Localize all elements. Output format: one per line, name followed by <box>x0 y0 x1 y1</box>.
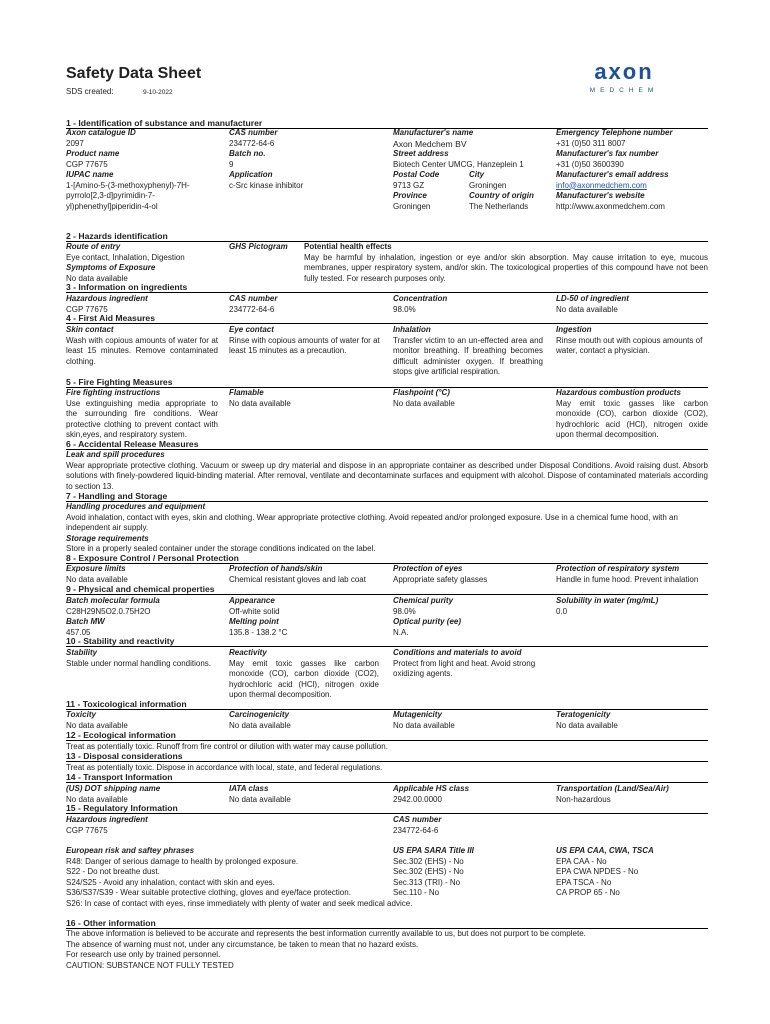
label: Hazardous ingredient <box>66 294 148 303</box>
value: Groningen <box>393 201 431 211</box>
section-2-heading: 2 - Hazards identification <box>66 231 708 242</box>
label: Skin contact <box>66 325 114 334</box>
s3-col-1 <box>66 294 148 315</box>
label: Manufacturer's website <box>556 191 645 200</box>
value: Handle in fume hood. Prevent inhalation <box>556 574 699 584</box>
website-link[interactable]: http://www.axonmedchem.com <box>556 201 665 211</box>
s9-col-2 <box>229 596 287 638</box>
label: (US) DOT shipping name <box>66 784 161 793</box>
s10-col-3 <box>393 648 545 680</box>
risk-phrase: S26: In case of contact with eyes, rinse immediately with plenty of water and seek medical advice. <box>66 898 413 908</box>
sds-created-date: 9-10-2022 <box>143 89 173 96</box>
label: Stability <box>66 648 98 657</box>
s5-col-4 <box>556 388 708 441</box>
section-5-heading: 5 - Fire Fighting Measures <box>66 377 708 388</box>
value: No data available <box>556 304 618 314</box>
label: Reactivity <box>229 648 267 657</box>
s8-col-2 <box>229 564 366 585</box>
section-3-heading: 3 - Information on ingredients <box>66 282 708 293</box>
s10-col-2 <box>229 648 379 701</box>
s11-col-2 <box>229 710 291 731</box>
value: 457.05 <box>66 627 91 637</box>
value: The Netherlands <box>469 201 529 211</box>
label: Postal Code <box>393 170 440 179</box>
label: Symptoms of Exposure <box>66 263 156 272</box>
label: Mutagenicity <box>393 710 442 719</box>
label: Transportation (Land/Sea/Air) <box>556 784 669 793</box>
value: CA PROP 65 - No <box>556 888 620 897</box>
label: Chemical purity <box>393 596 454 605</box>
value: No data available <box>556 720 618 730</box>
value: Protect from light and heat. Avoid strong oxidizing agents. <box>393 658 536 678</box>
s15-ingredient <box>66 815 148 836</box>
value: No data available <box>66 720 128 730</box>
label: CAS number <box>229 294 278 303</box>
value: Sec.313 (TRI) - No <box>393 877 461 887</box>
value: No data available <box>229 720 291 730</box>
label: Emergency Telephone number <box>556 128 673 137</box>
section-8-heading: 8 - Exposure Control / Personal Protection <box>66 553 708 564</box>
value: No data available <box>393 398 455 408</box>
value: Appropriate safety glasses <box>393 574 488 584</box>
label: CAS number <box>229 128 278 137</box>
label: US EPA CAA, CWA, TSCA <box>556 846 654 855</box>
value: Wash with copious amounts of water for at least 15 minutes. Remove contaminated clothing. <box>66 335 218 366</box>
value: May be harmful by inhalation, ingestion or eye and/or skin absorption. May cause irritation to eye, mucous membranes, upper respiratory system, and/or skin. The toxicological properties of this compound have not been fully tested. For research purposes only. <box>304 252 708 283</box>
label: Axon catalogue ID <box>66 128 136 137</box>
s1-col-2 <box>229 128 384 191</box>
s3-col-2 <box>229 294 277 315</box>
label: Batch molecular formula <box>66 596 160 605</box>
value: 234772-64-6 <box>229 138 275 148</box>
section-7-heading: 7 - Handling and Storage <box>66 491 708 502</box>
section-9-heading: 9 - Physical and chemical properties <box>66 584 708 595</box>
s4-col-4 <box>556 325 708 357</box>
value: May emit toxic gasses like carbon monoxide (CO), carbon dioxide (CO2), hydrochloric acid (HCl), nitrogen oxide upon thermal decomposition. <box>229 658 379 699</box>
label: Flamable <box>229 388 264 397</box>
label: Concentration <box>393 294 448 303</box>
label: European risk and saftey phrases <box>66 846 195 855</box>
info-line: For research use only by trained personnel. <box>66 950 221 959</box>
value: No data available <box>229 398 291 408</box>
value: C28H29N5O2.0.75H2O <box>66 606 151 616</box>
section-12-heading: 12 - Ecological information <box>66 730 708 741</box>
value: +31 (0)50 3600390 <box>556 159 624 169</box>
value: Store in a properly sealed container under the storage conditions indicated on the label. <box>66 544 376 553</box>
label: Storage requirements <box>66 533 149 543</box>
label: Application <box>229 170 273 179</box>
value: No data available <box>229 794 291 804</box>
s8-col-3 <box>393 564 487 585</box>
value: No data available <box>66 273 128 283</box>
value: Sec.110 - No <box>393 888 440 897</box>
s2-col-1 <box>66 242 226 284</box>
value: 2942.00.0000 <box>393 794 442 804</box>
s1-col-3 <box>393 128 548 212</box>
s4-col-1 <box>66 325 218 367</box>
s11-col-3 <box>393 710 455 731</box>
s14-col-1 <box>66 784 160 805</box>
value: Chemical resistant gloves and lab coat <box>229 574 366 584</box>
value: CGP 77675 <box>66 825 108 835</box>
label: Toxicity <box>66 710 96 719</box>
label: Hazardous ingredient <box>66 815 148 824</box>
s6-body <box>66 450 708 492</box>
value: 135.8 - 138.2 °C <box>229 627 288 637</box>
label: Protection of respiratory system <box>556 564 680 573</box>
label: Product name <box>66 149 120 158</box>
ghs-pictogram-label: GHS Pictogram <box>229 242 288 251</box>
s5-col-3 <box>393 388 455 409</box>
value: 234772-64-6 <box>393 825 439 835</box>
label: Leak and spill procedures <box>66 450 165 459</box>
s11-col-4 <box>556 710 618 731</box>
value: Axon Medchem BV <box>393 138 467 149</box>
s1-col-1 <box>66 128 221 212</box>
value: Sec.302 (EHS) - No <box>393 856 464 866</box>
label: US EPA SARA Title III <box>393 846 474 855</box>
value: Eye contact, Inhalation, Digestion <box>66 252 185 262</box>
value: EPA TSCA - No <box>556 877 612 887</box>
label: Optical purity (ee) <box>393 617 462 626</box>
label: Fire fighting instructions <box>66 388 161 397</box>
section-15-heading: 15 - Regulatory Information <box>66 803 708 814</box>
risk-phrase: S22 - Do not breathe dust. <box>66 867 160 876</box>
label: Hazardous combustion products <box>556 388 681 397</box>
value: CGP 77675 <box>66 159 108 169</box>
label: Protection of hands/skin <box>229 564 323 573</box>
s15-sara <box>393 846 474 899</box>
label: CAS number <box>393 815 442 824</box>
value: 9713 GZ <box>393 180 425 190</box>
value: c-Src kinase inhibitor <box>229 180 304 190</box>
s1-col-4 <box>556 128 711 212</box>
section-11-heading: 11 - Toxicological information <box>66 699 708 710</box>
label: Melting point <box>229 617 279 626</box>
label: Manufacturer's name <box>393 128 474 137</box>
value: 98.0% <box>393 606 416 616</box>
value: 234772-64-6 <box>229 304 275 314</box>
label: Teratogenicity <box>556 710 611 719</box>
label: LD-50 of ingredient <box>556 294 629 303</box>
label: Eye contact <box>229 325 274 334</box>
s12-text: Treat as potentially toxic. Runoff from fire control or dilution with water may cause pollution. <box>66 742 388 751</box>
value: Rinse with copious amounts of water for at least 15 minutes as a precaution. <box>229 335 380 355</box>
label: IUPAC name <box>66 170 114 179</box>
s9-col-1 <box>66 596 160 638</box>
value: 0.0 <box>556 606 568 616</box>
s9-col-4 <box>556 596 658 617</box>
value: Non-hazardous <box>556 794 611 804</box>
label: Potential health effects <box>304 242 392 251</box>
value: Biotech Center UMCG, Hanzeplein 1 <box>393 159 524 169</box>
label: Conditions and materials to avoid <box>393 648 522 657</box>
s2-effects <box>304 242 708 284</box>
value: CGP 77675 <box>66 304 108 314</box>
info-line: The absence of warning must not, under any circumstance, be taken to mean that no hazard exists. <box>66 939 419 949</box>
value: No data available <box>66 794 128 804</box>
logo-text: axon <box>594 59 654 84</box>
value: N.A. <box>393 627 409 637</box>
label: Street address <box>393 149 449 158</box>
value: No data available <box>66 574 128 584</box>
label: Solubility in water (mg/mL) <box>556 596 659 605</box>
label: Appearance <box>229 596 275 605</box>
s11-col-1 <box>66 710 128 731</box>
document-title: Safety Data Sheet <box>66 65 202 82</box>
label: IATA class <box>229 784 269 793</box>
value: +31 (0)50 311 8007 <box>556 138 626 148</box>
value: 98.0% <box>393 304 416 314</box>
s4-col-2 <box>229 325 381 357</box>
s15-caa <box>556 846 654 899</box>
section-6-heading: 6 - Accidental Release Measures <box>66 439 708 450</box>
s14-col-2 <box>229 784 291 805</box>
s8-col-1 <box>66 564 128 585</box>
s3-col-3 <box>393 294 447 315</box>
value: Transfer victim to an un-effected area and monitor breathing. If breathing becomes difficult administer oxygen. If breathing stops give artificial respiration. <box>393 335 543 376</box>
s15-cas <box>393 815 441 836</box>
value: Off-white solid <box>229 606 280 616</box>
section-1-heading: 1 - Identification of substance and manufacturer <box>66 118 708 129</box>
s16-body <box>66 929 708 971</box>
risk-phrase: R48: Danger of serious damage to health by prolonged exposure. <box>66 856 299 866</box>
section-4-heading: 4 - First Aid Measures <box>66 313 708 324</box>
label: Province <box>393 191 427 200</box>
value: Use extinguishing media appropriate to the surrounding fire conditions. Wear protective clothing to prevent contact with skin,eyes, and respiratory system. <box>66 398 218 439</box>
label: Ingestion <box>556 325 592 334</box>
label: Batch no. <box>229 149 266 158</box>
value: Avoid inhalation, contact with eyes, skin and clothing. Wear appropriate protective clothing. Avoid repeated and/or prolonged exposure. Use in a chemical fume hood, with an independent air supply. <box>66 512 678 532</box>
s3-col-4 <box>556 294 629 315</box>
value: Stable under normal handling conditions. <box>66 658 211 668</box>
label: Batch MW <box>66 617 105 626</box>
label: Applicable HS class <box>393 784 470 793</box>
label: Protection of eyes <box>393 564 463 573</box>
label: City <box>469 170 485 179</box>
s2-ghs <box>229 242 288 253</box>
s4-col-3 <box>393 325 543 378</box>
s13-text: Treat as potentially toxic. Dispose in accordance with local, state, and federal regulations. <box>66 763 383 772</box>
value: Groningen <box>469 180 507 190</box>
value: Rinse mouth out with copious amounts of water, contact a physician. <box>556 335 703 355</box>
risk-phrase: S24/S25 - Avoid any inhalation, contact with skin and eyes. <box>66 877 275 887</box>
value: May emit toxic gasses like carbon monoxide (CO), carbon dioxide (CO2), hydrochloric acid (HCl), nitrogen oxide upon thermal decomposition. <box>556 398 708 439</box>
axon-logo <box>572 58 676 100</box>
value: 2097 <box>66 138 84 148</box>
s14-col-4 <box>556 784 669 805</box>
label: Handling procedures and equipment <box>66 502 206 511</box>
label: Carcinogenicity <box>229 710 290 719</box>
s10-col-1 <box>66 648 221 669</box>
value: 9 <box>229 159 234 169</box>
label: Flashpoint (°C) <box>393 388 450 397</box>
value: No data available <box>393 720 455 730</box>
s5-col-2 <box>229 388 291 409</box>
section-13-heading: 13 - Disposal considerations <box>66 751 708 762</box>
label: Manufacturer's email address <box>556 170 669 179</box>
value: EPA CAA - No <box>556 856 607 866</box>
email-link[interactable]: info@axonmedchem.com <box>556 180 647 190</box>
s5-col-1 <box>66 388 218 441</box>
value: 1-[Amino-5-(3-methoxyphenyl)-7H-pyrrolo[2,3-d]pyrimidin-7-yl)phenethyl]piperidin-4-ol <box>66 180 190 211</box>
info-line: The above information is believed to be accurate and represents the best information currently available to us, but does not purport to be complete. <box>66 929 586 938</box>
label: Exposure limits <box>66 564 126 573</box>
label: Country of origin <box>469 191 534 200</box>
info-line: CAUTION: SUBSTANCE NOT FULLY TESTED <box>66 960 234 970</box>
section-14-heading: 14 - Transport Information <box>66 772 708 783</box>
s8-col-4 <box>556 564 698 585</box>
label: Route of entry <box>66 242 121 251</box>
s9-col-3 <box>393 596 461 638</box>
s14-col-3 <box>393 784 469 805</box>
value: EPA CWA NPDES - No <box>556 867 639 876</box>
s7-body <box>66 502 708 555</box>
label: Inhalation <box>393 325 431 334</box>
value: Sec.302 (EHS) - No <box>393 867 464 876</box>
section-10-heading: 10 - Stability and reactivity <box>66 636 708 647</box>
section-16-heading: 16 - Other information <box>66 918 708 929</box>
risk-phrase: S36/S37/S39 - Wear suitable protective clothing, gloves and eye/face protection. <box>66 888 351 897</box>
logo-subtext: MEDCHEM <box>589 87 659 94</box>
value: Wear appropriate protective clothing. Vacuum or sweep up dry material and dispose in an appropriate container as described under Disposal Conditions. Avoid raising dust. Absorb solutions with finely-powdered liquid-binding material. After removal, ventilate and decontaminate surfaces and equipment with alcohol. Dispose of contaminated materials according to section 13. <box>66 460 708 491</box>
sds-created-label: SDS created: <box>66 87 114 96</box>
label: Manufacturer's fax number <box>556 149 659 158</box>
